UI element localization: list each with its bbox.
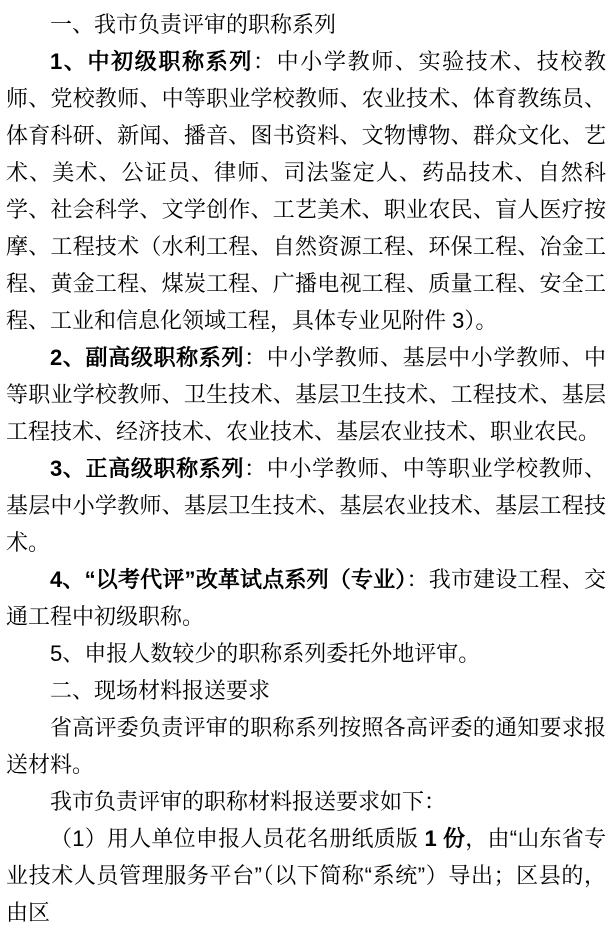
section-1-heading (6, 6, 606, 43)
paragraph-city-requirement-intro (6, 783, 606, 820)
provincial-committee-text: 省高评委负责评审的职称系列按照各高评委的通知要求报送材料。 (6, 715, 606, 777)
paragraph-full-senior-series (6, 450, 606, 561)
paragraph-mid-junior-series (6, 43, 606, 339)
section-2-heading-text: 二、现场材料报送要求 (50, 678, 271, 703)
deputy-senior-series-label: 2、副高级职称系列 (50, 345, 245, 370)
paragraph-few-applicants (6, 635, 606, 672)
requirement-1-copies-count: 1 份 (424, 826, 466, 851)
section-2-heading (6, 672, 606, 709)
paragraph-requirement-1-roster (6, 820, 606, 931)
deputy-senior-series-body: ：中小学教师、基层中小学教师、中等职业学校教师、卫生技术、基层卫生技术、工程技术、基层工程技术、经济技术、农业技术、基层农业技术、职业农民。 (6, 345, 606, 444)
exam-replace-series-body: ：我市建设工程、交通工程中初级职称。 (6, 567, 606, 629)
full-senior-series-label: 3、正高级职称系列 (50, 456, 245, 481)
few-applicants-text: 5、申报人数较少的职称系列委托外地评审。 (50, 641, 481, 666)
mid-junior-series-label: 1、中初级职称系列 (50, 49, 254, 74)
requirement-1-prefix: （1）用人单位申报人员花名册纸质版 (50, 826, 425, 851)
paragraph-deputy-senior-series (6, 339, 606, 450)
requirement-1-suffix: ，由“山东省专业技术人员管理服务平台”（以下简称“系统”）导出；区县的，由区 (6, 826, 606, 925)
paragraph-provincial-committee (6, 709, 606, 783)
exam-replace-series-label: 4、“以考代评”改革试点系列（专业） (50, 567, 407, 592)
city-requirement-intro-text: 我市负责评审的职称材料报送要求如下： (50, 789, 447, 814)
mid-junior-series-body: ：中小学教师、实验技术、技校教师、党校教师、中等职业学校教师、农业技术、体育教练员、体育科研、新闻、播音、图书资料、文物博物、群众文化、艺术、美术、公证员、律师、司法鉴定人、药品技术、自然科学、社会科学、文学创作、工艺美术、职业农民、盲人医疗按摩、工程技术（水利工程、自然资源工程、环保工程、冶金工程、黄金工程、煤炭工程、广播电视工程、质量工程、安全工程、工业和信息化领域工程，具体专业见附件 3）。 (6, 49, 606, 333)
section-1-heading-text: 一、我市负责评审的职称系列 (50, 12, 337, 37)
paragraph-exam-replace-series (6, 561, 606, 635)
full-senior-series-body: ：中小学教师、中等职业学校教师、基层中小学教师、基层卫生技术、基层农业技术、基层工程技术。 (6, 456, 606, 555)
